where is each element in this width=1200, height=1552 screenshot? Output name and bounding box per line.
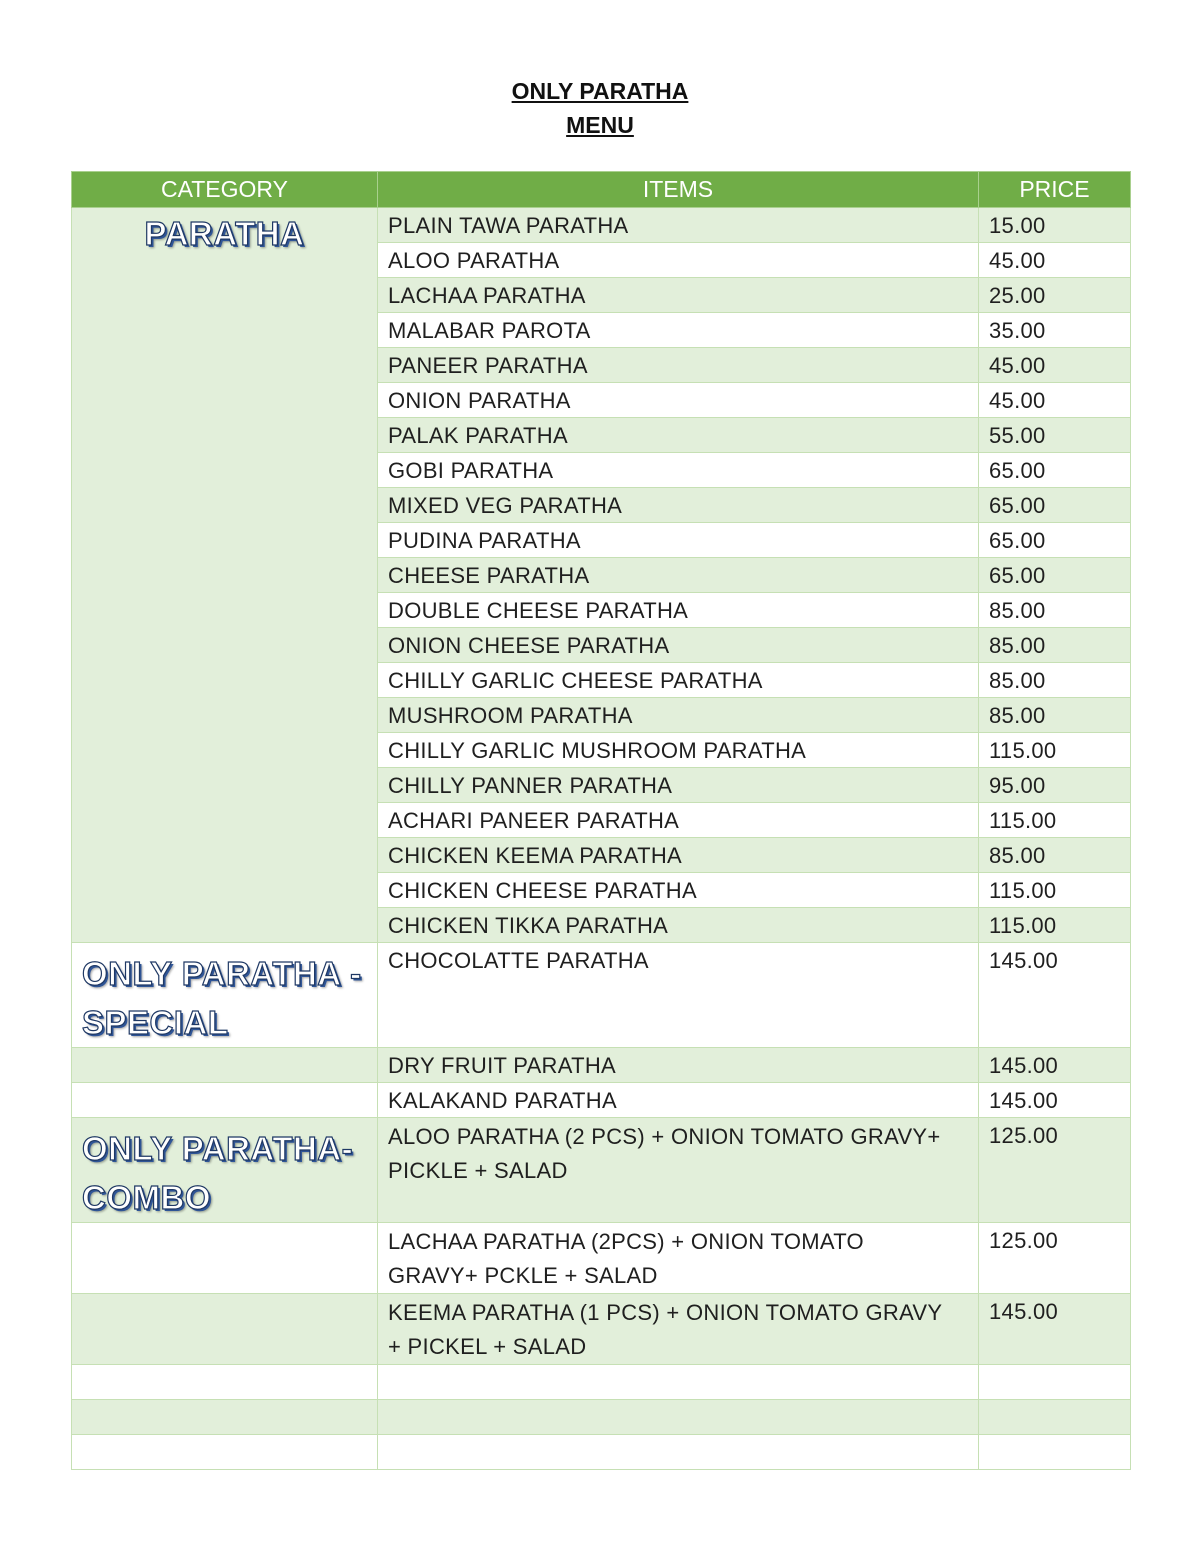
category-cell-empty	[72, 1083, 378, 1118]
menu-title-block	[0, 74, 1200, 142]
empty-cell	[979, 1365, 1131, 1400]
empty-cell	[378, 1400, 979, 1435]
item-name: CHICKEN TIKKA PARATHA	[378, 908, 979, 943]
item-name-line1: KEEMA PARATHA (1 PCS) + ONION TOMATO GRAVY	[388, 1300, 943, 1325]
items-header: ITEMS	[378, 172, 979, 208]
item-price: 65.00	[979, 558, 1131, 593]
item-price: 145.00	[979, 1083, 1131, 1118]
item-price: 115.00	[979, 733, 1131, 768]
item-price: 65.00	[979, 488, 1131, 523]
item-price: 85.00	[979, 663, 1131, 698]
item-name: ACHARI PANEER PARATHA	[378, 803, 979, 838]
table-header-row	[72, 172, 1131, 208]
item-name: ONION CHEESE PARATHA	[378, 628, 979, 663]
item-name: MALABAR PAROTA	[378, 313, 979, 348]
table-row	[72, 1048, 1131, 1083]
item-name: CHEESE PARATHA	[378, 558, 979, 593]
item-name: PALAK PARATHA	[378, 418, 979, 453]
category-label-paratha: PARATHA	[144, 215, 305, 252]
category-header: CATEGORY	[72, 172, 378, 208]
item-price: 55.00	[979, 418, 1131, 453]
item-name: DRY FRUIT PARATHA	[378, 1048, 979, 1083]
item-name: CHILLY GARLIC CHEESE PARATHA	[378, 663, 979, 698]
menu-subtitle: MENU	[566, 112, 634, 138]
item-price: 115.00	[979, 873, 1131, 908]
category-cell-special	[72, 943, 378, 1048]
item-name-line1: LACHAA PARATHA (2PCS) + ONION TOMATO	[388, 1229, 864, 1254]
item-name: CHOCOLATTE PARATHA	[378, 943, 979, 1048]
item-price: 15.00	[979, 208, 1131, 243]
item-name: LACHAA PARATHA	[378, 278, 979, 313]
item-name: ONION PARATHA	[378, 383, 979, 418]
item-name: CHILLY GARLIC MUSHROOM PARATHA	[378, 733, 979, 768]
item-price: 85.00	[979, 698, 1131, 733]
item-name: GOBI PARATHA	[378, 453, 979, 488]
item-name-line2: + PICKEL + SALAD	[388, 1334, 587, 1359]
item-price: 45.00	[979, 348, 1131, 383]
table-row	[72, 1294, 1131, 1365]
empty-cell	[378, 1365, 979, 1400]
item-name: CHILLY PANNER PARATHA	[378, 768, 979, 803]
category-cell-combo	[72, 1118, 378, 1223]
empty-cell	[72, 1365, 378, 1400]
item-name: MIXED VEG PARATHA	[378, 488, 979, 523]
item-price: 45.00	[979, 243, 1131, 278]
item-price: 85.00	[979, 628, 1131, 663]
item-price: 125.00	[979, 1118, 1131, 1223]
item-name: MUSHROOM PARATHA	[378, 698, 979, 733]
item-name	[378, 1118, 979, 1223]
menu-body	[72, 208, 1131, 1470]
item-price: 145.00	[979, 1048, 1131, 1083]
menu-table	[71, 171, 1131, 1470]
table-row	[72, 1118, 1131, 1223]
item-price: 65.00	[979, 453, 1131, 488]
category-cell-empty	[72, 1294, 378, 1365]
item-price: 45.00	[979, 383, 1131, 418]
item-price: 145.00	[979, 1294, 1131, 1365]
item-name: PUDINA PARATHA	[378, 523, 979, 558]
item-name	[378, 1223, 979, 1294]
item-name-line2: PICKLE + SALAD	[388, 1158, 568, 1183]
item-name: PANEER PARATHA	[378, 348, 979, 383]
empty-cell	[72, 1400, 378, 1435]
category-label-combo-line2: COMBO	[82, 1179, 211, 1216]
item-name: PLAIN TAWA PARATHA	[378, 208, 979, 243]
category-cell-empty	[72, 1223, 378, 1294]
item-name: CHICKEN CHEESE PARATHA	[378, 873, 979, 908]
item-name: ALOO PARATHA	[378, 243, 979, 278]
table-row	[72, 943, 1131, 1048]
menu-title: ONLY PARATHA	[511, 78, 689, 104]
item-price: 35.00	[979, 313, 1131, 348]
empty-row	[72, 1400, 1131, 1435]
empty-cell	[979, 1435, 1131, 1470]
item-price: 145.00	[979, 943, 1131, 1048]
empty-cell	[979, 1400, 1131, 1435]
item-price: 85.00	[979, 593, 1131, 628]
item-price: 85.00	[979, 838, 1131, 873]
table-row	[72, 1223, 1131, 1294]
item-price: 115.00	[979, 803, 1131, 838]
empty-cell	[378, 1435, 979, 1470]
category-label-combo-line1: ONLY PARATHA-	[82, 1130, 354, 1167]
item-name: CHICKEN KEEMA PARATHA	[378, 838, 979, 873]
table-row	[72, 208, 1131, 243]
item-price: 115.00	[979, 908, 1131, 943]
item-price: 95.00	[979, 768, 1131, 803]
item-price: 65.00	[979, 523, 1131, 558]
empty-cell	[72, 1435, 378, 1470]
category-cell-paratha	[72, 208, 378, 943]
item-name	[378, 1294, 979, 1365]
category-cell-empty	[72, 1048, 378, 1083]
item-price: 25.00	[979, 278, 1131, 313]
category-label-special-line1: ONLY PARATHA -	[82, 955, 362, 992]
table-row	[72, 1083, 1131, 1118]
empty-row	[72, 1365, 1131, 1400]
item-name-line2: GRAVY+ PCKLE + SALAD	[388, 1263, 658, 1288]
item-name-line1: ALOO PARATHA (2 PCS) + ONION TOMATO GRAVY+	[388, 1124, 941, 1149]
item-name: KALAKAND PARATHA	[378, 1083, 979, 1118]
empty-row	[72, 1435, 1131, 1470]
category-label-special-line2: SPECIAL	[82, 1004, 229, 1041]
item-name: DOUBLE CHEESE PARATHA	[378, 593, 979, 628]
item-price: 125.00	[979, 1223, 1131, 1294]
price-header: PRICE	[979, 172, 1131, 208]
